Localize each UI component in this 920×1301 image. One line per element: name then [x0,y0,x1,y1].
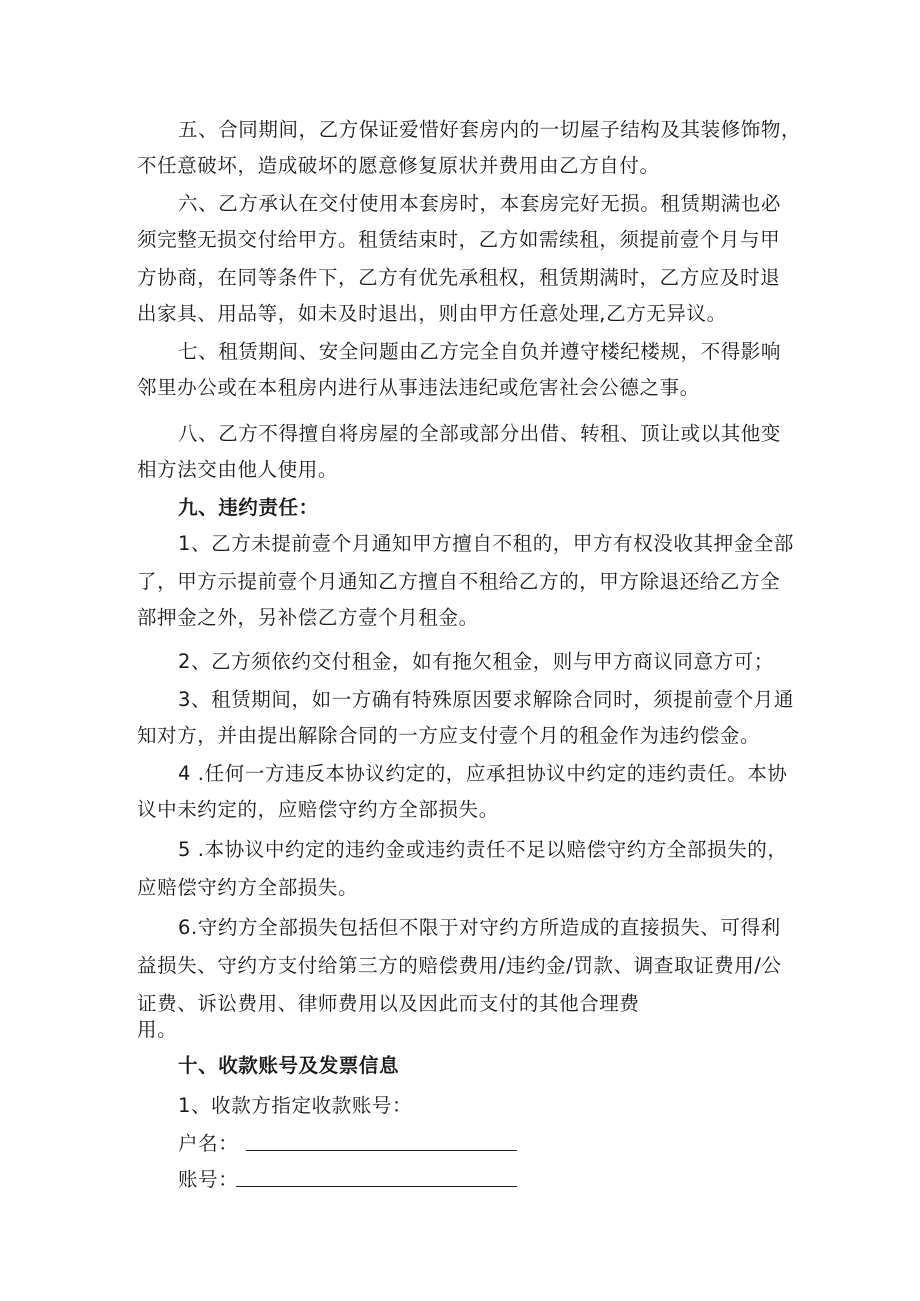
account-number-blank[interactable] [236,1186,517,1187]
breach-item-1-line-2: 了，甲方示提前壹个月通知乙方擅自不租给乙方的，甲方除退还给乙方全 [137,570,781,593]
breach-item-3-line-2: 知对方，并由提出解除合同的一方应支付壹个月的租金作为违约偿金。 [137,724,761,747]
clause-6-line-3: 方协商，在同等条件下，乙方有优先承租权，租赁期满时，乙方应及时退 [137,266,781,289]
breach-item-6-line-2: 益损失、守约方支付给第三方的赔偿费用/违约金/罚款、调查取证费用/公 [137,954,782,977]
account-number-label: 账号： [178,1168,239,1191]
clause-6-line-4: 出家具、用品等，如未及时退出，则由甲方任意处理,乙方无异议。 [137,302,727,325]
breach-item-6-line-4: 用。 [137,1018,178,1041]
clause-8-line-1: 八、乙方不得擅自将房屋的全部或部分出借、转租、顶让或以其他变 [178,422,782,445]
breach-item-2: 2、乙方须依约交付租金，如有拖欠租金，则与甲方商议同意方可； [178,650,774,673]
breach-item-6-line-1: 6.守约方全部损失包括但不限于对守约方所造成的直接损失、可得利 [178,916,781,939]
account-name-blank[interactable] [246,1150,517,1151]
clause-7-line-1: 七、租赁期间、安全问题由乙方完全自负并遵守楼纪楼规，不得影响 [178,340,782,363]
breach-item-4-line-2: 议中未约定的，应赔偿守约方全部损失。 [137,798,499,821]
breach-item-1-line-3: 部押金之外，另补偿乙方壹个月租金。 [137,606,479,629]
clause-5-line-2: 不任意破坏，造成破坏的愿意修复原状并费用由乙方自付。 [137,154,660,177]
breach-item-4-line-1: 4 .任何一方违反本协议约定的，应承担协议中约定的违约责任。本协 [178,762,788,785]
clause-5-line-1: 五、合同期间，乙方保证爱惜好套房内的一切屋子结构及其装修饰物， [178,118,802,141]
clause-7-line-2: 邻里办公或在本租房内进行从事违法违纪或危害社会公德之事。 [137,376,700,399]
breach-item-1-line-1: 1、乙方未提前壹个月通知甲方擅自不租的，甲方有权没收其押金全部 [178,532,795,555]
breach-heading: 九、违约责任： [178,496,319,519]
clause-8-line-2: 相方法交由他人使用。 [137,458,339,481]
account-name-label: 户名： [178,1132,239,1155]
clause-6-line-1: 六、乙方承认在交付使用本套房时，本套房完好无损。租赁期满也必 [178,192,782,215]
clause-6-line-2: 须完整无损交付给甲方。租赁结束时，乙方如需续租，须提前壹个月与甲 [137,228,781,251]
breach-item-6-line-3: 证费、诉讼费用、律师费用以及因此而支付的其他合理费 [137,992,640,1015]
breach-item-5-line-2: 应赔偿守约方全部损失。 [137,876,359,899]
payment-heading: 十、收款账号及发票信息 [178,1054,400,1077]
breach-item-5-line-1: 5 .本协议中约定的违约金或违约责任不足以赔偿守约方全部损失的， [178,838,788,861]
payment-item-1: 1、收款方指定收款账号： [178,1094,413,1117]
breach-item-3-line-1: 3、租赁期间，如一方确有特殊原因要求解除合同时，须提前壹个月通 [178,688,795,711]
